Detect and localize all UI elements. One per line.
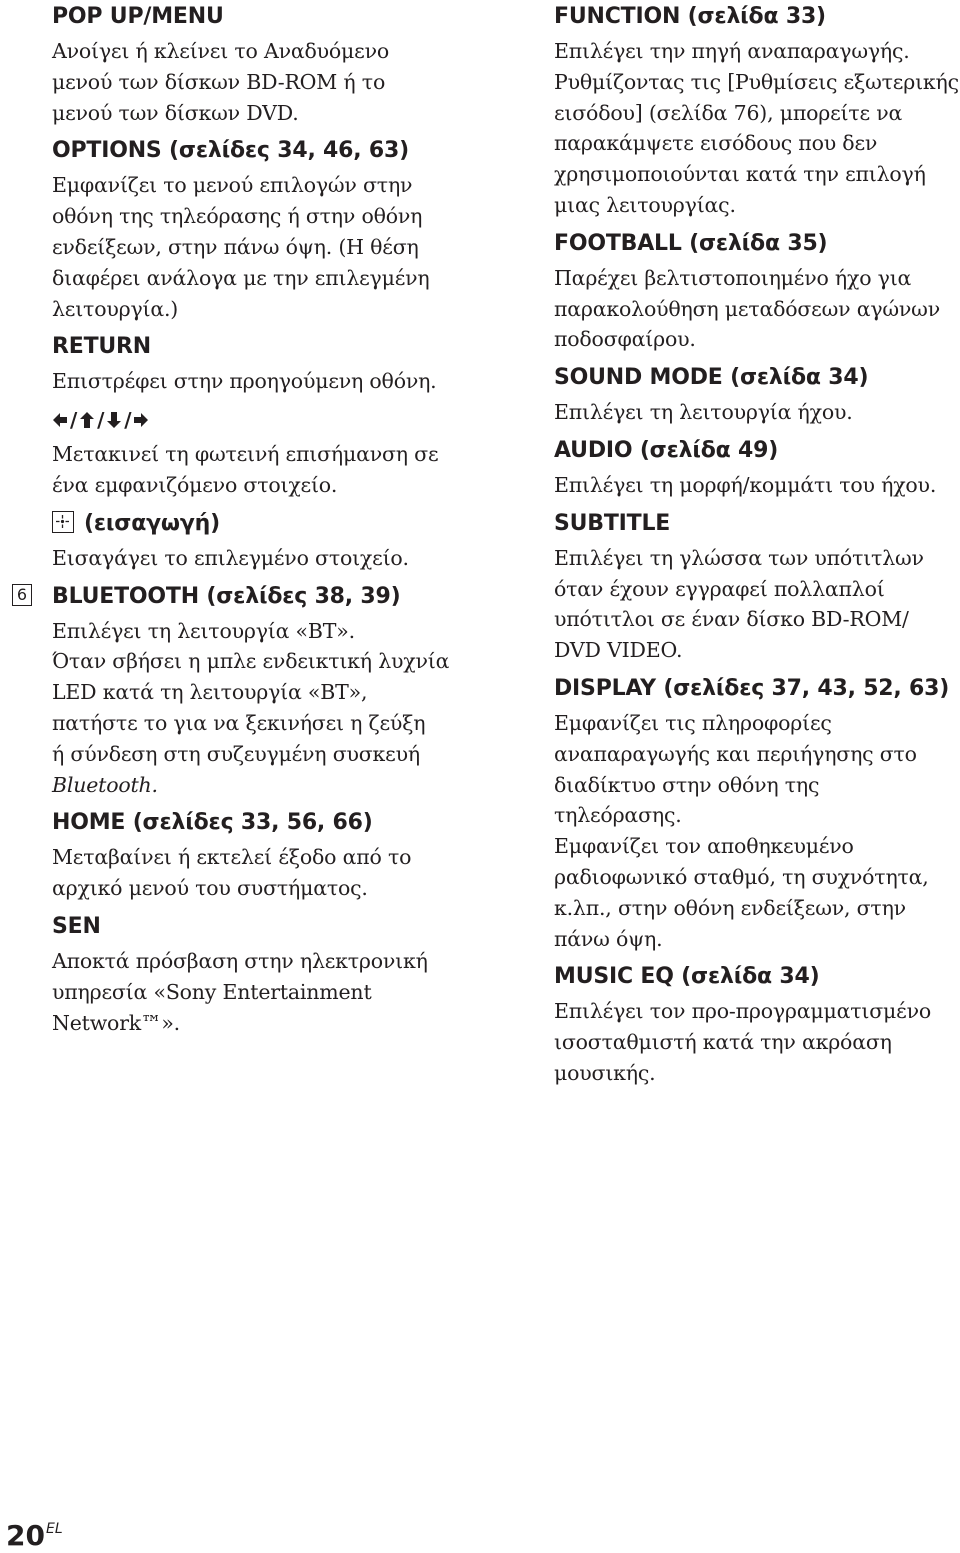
entry-heading: SEN [52, 913, 101, 939]
heading-wrap [554, 0, 954, 36]
entry-enter [52, 507, 492, 574]
text-line: παρακολούθηση μεταδόσεων αγώνων [554, 296, 940, 321]
text-line: ενδείξεων, στην πάνω όψη. (Η θέση [52, 234, 419, 259]
section-marker: 6 [12, 584, 32, 606]
entry-heading: FUNCTION (σελίδα 33) [554, 4, 826, 29]
text-line: όταν έχουν εγγραφεί πολλαπλοί [554, 576, 885, 601]
text-line: μενού των δίσκων BD-ROM ή το [52, 69, 386, 94]
entry-popup-menu [52, 0, 492, 128]
entry-display [554, 672, 954, 954]
text-line: πάνω όψη. [554, 926, 663, 951]
text-line: LED κατά τη λειτουργία «BT», [52, 680, 368, 705]
entry-description [554, 36, 959, 221]
separator-slash: / [70, 408, 78, 433]
text-line: Μετακινεί τη φωτεινή επισήμανση σε [52, 442, 439, 467]
text-line: Εμφανίζει τον αποθηκευμένο [554, 834, 854, 859]
heading-wrap [554, 227, 954, 263]
entry-heading: AUDIO (σελίδα 49) [554, 437, 779, 463]
text-line: Επιλέγει τη γλώσσα των υπότιτλων [554, 545, 924, 570]
entry-heading-label: (εισαγωγή) [84, 510, 220, 536]
text-line: ποδοσφαίρου. [554, 327, 696, 352]
arrow-keys-heading [52, 405, 149, 435]
entry-heading: SOUND MODE (σελίδα 34) [554, 365, 869, 391]
arrow-up-icon [79, 410, 95, 430]
text-line-italic: Bluetooth. [52, 772, 158, 797]
text-line: τηλεόρασης. [554, 803, 682, 828]
entry-description [554, 708, 954, 954]
heading-wrap [52, 507, 492, 543]
heading-wrap [554, 361, 954, 397]
text-line: ραδιοφωνικό σταθμό, τη συχνότητα, [554, 864, 929, 889]
entry-heading: POP UP/MENU [52, 4, 224, 29]
heading-wrap [16, 580, 492, 616]
entry-description [52, 616, 492, 801]
entry-music-eq [554, 960, 954, 1088]
text-line: οθόνη της τηλεόρασης ή στην οθόνη [52, 204, 423, 229]
text-line: διαδίκτυο στην οθόνη της [554, 772, 820, 797]
page-number-value: 20 [6, 1519, 45, 1552]
heading-wrap [52, 403, 492, 439]
text-line: Εμφανίζει το μενού επιλογών στην [52, 173, 413, 198]
entry-description [52, 842, 492, 904]
arrow-right-icon [133, 410, 149, 430]
entry-heading: OPTIONS (σελίδες 34, 46, 63) [52, 138, 409, 164]
entry-description [52, 170, 492, 324]
left-column [16, 0, 492, 1044]
separator-slash: / [97, 408, 105, 433]
entry-home [52, 806, 492, 904]
text-line: αρχικό μενού του συστήματος. [52, 876, 368, 901]
entry-description [52, 439, 492, 501]
entry-description [52, 36, 492, 128]
heading-wrap [52, 910, 492, 946]
text-line: μιας λειτουργίας. [554, 192, 736, 217]
text-line: παρακάμψετε εισόδους που δεν [554, 131, 878, 156]
text-line: κ.λπ., στην οθόνη ενδείξεων, στην [554, 895, 906, 920]
entry-description [52, 946, 492, 1038]
entry-description [554, 543, 954, 666]
entry-description [554, 996, 954, 1088]
entry-description [554, 470, 954, 501]
arrow-down-icon [106, 410, 122, 430]
text-line: μενού των δίσκων DVD. [52, 100, 299, 125]
text-line: Εμφανίζει τις πληροφορίες [554, 710, 832, 735]
text-line: Ανοίγει ή κλείνει το Αναδυόμενο [52, 39, 389, 63]
right-column [554, 0, 959, 1095]
text-line: ή σύνδεση στη συζευγμένη συσκευή [52, 741, 420, 766]
entry-return [52, 330, 492, 397]
entry-function [554, 0, 959, 221]
text-line: διαφέρει ανάλογα με την επιλεγμένη [52, 265, 430, 290]
entry-options [52, 134, 492, 324]
entry-football [554, 227, 954, 355]
heading-wrap [52, 0, 492, 36]
heading-wrap [554, 507, 954, 543]
text-line: Εισαγάγει το επιλεγμένο στοιχείο. [52, 545, 409, 570]
text-line: Επιστρέφει στην προηγούμενη οθόνη. [52, 369, 437, 394]
entry-heading: RETURN [52, 334, 151, 360]
text-line: Επιλέγει τη μορφή/κομμάτι του ήχου. [554, 472, 937, 497]
text-line: χρησιμοποιούνται κατά την επιλογή [554, 162, 926, 187]
enter-symbol-icon [53, 512, 72, 531]
arrow-left-icon [52, 410, 68, 430]
text-line: Παρέχει βελτιστοποιημένο ήχο για [554, 265, 912, 290]
text-line: υπότιτλοι σε έναν δίσκο BD-ROM/ [554, 607, 909, 632]
entry-description [554, 397, 954, 428]
text-line: λειτουργία.) [52, 296, 179, 321]
entry-description [554, 263, 954, 355]
entry-sound-mode [554, 361, 954, 428]
text-line: DVD VIDEO. [554, 638, 683, 663]
text-line: ισοσταθμιστή κατά την ακρόαση [554, 1030, 892, 1055]
entry-audio [554, 434, 954, 501]
entry-heading: SUBTITLE [554, 510, 671, 536]
text-line: Μεταβαίνει ή εκτελεί έξοδο από το [52, 845, 412, 870]
text-line: πατήστε το για να ξεκινήσει η ζεύξη [52, 710, 426, 735]
enter-heading [52, 509, 492, 539]
entry-heading: MUSIC EQ (σελίδα 34) [554, 964, 820, 990]
entry-heading: FOOTBALL (σελίδα 35) [554, 230, 828, 256]
text-line: αναπαραγωγής και περιήγησης στο [554, 741, 917, 766]
heading-wrap [554, 672, 954, 708]
entry-bluetooth [16, 580, 492, 801]
entry-subtitle [554, 507, 954, 666]
heading-wrap [52, 806, 492, 842]
text-line: μουσικής. [554, 1060, 656, 1085]
text-line: Ρυθμίζοντας τις [Ρυθμίσεις εξωτερικής [554, 69, 959, 94]
entry-heading: HOME (σελίδες 33, 56, 66) [52, 810, 373, 836]
page-number [6, 1512, 63, 1553]
page-language-code: EL [45, 1521, 63, 1537]
text-line: Επιλέγει τη λειτουργία ήχου. [554, 400, 853, 425]
text-line: ένα εμφανιζόμενο στοιχείο. [52, 472, 338, 497]
entry-arrows [52, 403, 492, 501]
text-line: υπηρεσία «Sony Entertainment [52, 979, 372, 1004]
text-line: Επιλέγει την πηγή αναπαραγωγής. [554, 39, 910, 63]
heading-wrap [52, 134, 492, 170]
text-line: Network™». [52, 1010, 180, 1035]
text-line: Επιλέγει τη λειτουργία «BT». [52, 618, 355, 643]
text-line: εισόδου] (σελίδα 76), μπορείτε να [554, 100, 903, 125]
entry-description [52, 543, 492, 574]
entry-heading: DISPLAY (σελίδες 37, 43, 52, 63) [554, 675, 950, 701]
heading-wrap [554, 960, 954, 996]
text-line: Αποκτά πρόσβαση στην ηλεκτρονική [52, 948, 428, 973]
text-line: Όταν σβήσει η μπλε ενδεικτική λυχνία [52, 649, 450, 674]
separator-slash: / [124, 408, 132, 433]
enter-button-icon [52, 511, 74, 533]
entry-heading: BLUETOOTH (σελίδες 38, 39) [52, 583, 401, 609]
entry-description [52, 366, 492, 397]
entry-sen [52, 910, 492, 1038]
text-line: Επιλέγει τον προ-προγραμματισμένο [554, 999, 931, 1024]
heading-wrap [554, 434, 954, 470]
heading-wrap [52, 330, 492, 366]
